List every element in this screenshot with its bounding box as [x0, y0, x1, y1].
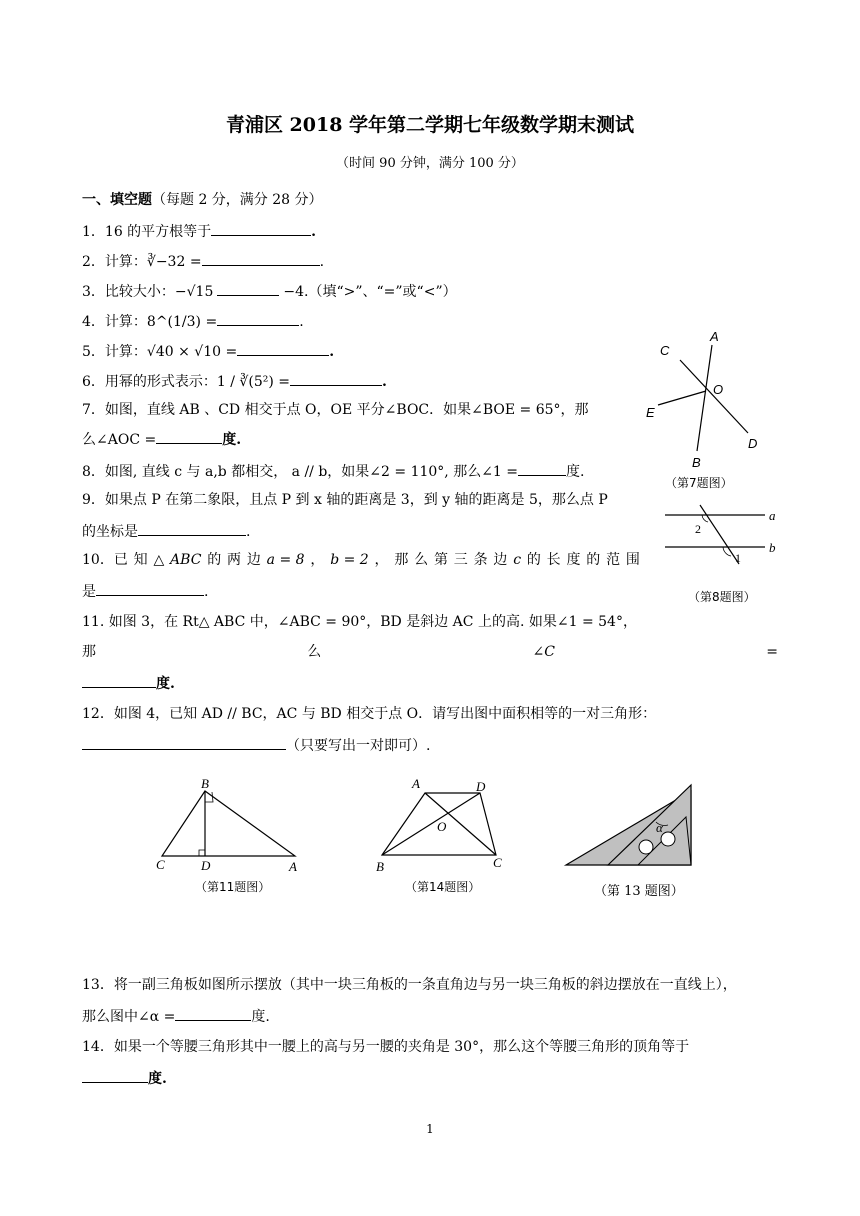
answer-blank-13[interactable] [175, 1005, 251, 1021]
question-8 [82, 460, 584, 482]
label-o: O [437, 819, 447, 834]
label-a: A [289, 859, 297, 874]
q10-token: ， [374, 552, 389, 568]
label-d: D [748, 436, 758, 451]
question-9-end: . [246, 524, 251, 540]
question-14-line-1: 14．如果一个等腰三角形其中一腰上的高与另一腰的夹角是 30°，那么这个等腰三角形的顶角等于 [82, 1039, 690, 1055]
figure-13-caption: （第 13 题图） [594, 884, 684, 899]
label-line-a: a [769, 508, 776, 523]
question-13-text: 那么图中∠α = [82, 1009, 176, 1025]
label-d: D [201, 858, 211, 873]
question-1 [82, 220, 316, 242]
q10-token: c [513, 552, 522, 568]
figure-8 [655, 500, 795, 610]
question-2-text: 2．计算：∛−32 = [82, 254, 202, 270]
question-10-line-1 [82, 550, 640, 570]
q11-token: 那 [82, 644, 96, 660]
figure-11 [150, 775, 310, 900]
figure-7 [640, 325, 780, 495]
question-9-line-2 [82, 520, 250, 542]
answer-blank-2[interactable] [202, 250, 320, 266]
question-11-line-2 [82, 642, 778, 662]
hole-right [661, 832, 675, 846]
exam-info: （时间 90 分钟，满分 100 分） [336, 156, 524, 171]
question-7-line-1: 7．如图，直线 AB 、CD 相交于点 O，OE 平分∠BOC．如果∠BOE = 65°，那 [82, 402, 589, 418]
q10-token: 长 [546, 552, 561, 568]
label-line-b: b [769, 540, 776, 555]
answer-blank-3[interactable] [217, 280, 279, 296]
question-2-end: . [319, 254, 325, 270]
q10-token: 边 [493, 552, 508, 568]
label-angle-2: 2 [695, 522, 701, 536]
question-12-line-2 [82, 734, 430, 756]
q10-token: 条 [473, 552, 488, 568]
answer-blank-11[interactable] [82, 672, 156, 688]
question-11-line-1: 11. 如图 3，在 Rt△ ABC 中，∠ABC = 90°，BD 是斜边 AC 上的高. 如果∠1 = 54°， [82, 614, 637, 630]
q10-token: △ [153, 552, 165, 568]
answer-blank-9[interactable] [138, 520, 246, 536]
label-b: B [692, 455, 701, 470]
question-13-line-2 [82, 1005, 270, 1027]
q10-token: 边 [246, 552, 261, 568]
label-c: C [493, 855, 502, 870]
question-13-end: 度. [251, 1009, 270, 1025]
q10-token: 的 [586, 552, 601, 568]
question-5-end: . [329, 344, 335, 360]
label-alpha: α [656, 820, 663, 835]
question-10-text: 是 [82, 584, 96, 600]
figure-13 [560, 775, 710, 905]
label-angle-1: 1 [735, 551, 741, 565]
label-a: A [412, 776, 420, 791]
triangle-abc [162, 791, 295, 856]
q11-token: 么 [307, 644, 322, 660]
question-10-end: . [204, 584, 209, 600]
question-12-line-1: 12．如图 4，已知 AD // BC，AC 与 BD 相交于点 O．请写出图中面积相等的一对三角形： [82, 706, 657, 722]
label-b: B [201, 776, 209, 791]
question-9-line-1: 9．如果点 P 在第二象限，且点 P 到 x 轴的距离是 3，到 y 轴的距离是 5，那么点 P [82, 492, 608, 508]
question-1-text: 1．16 的平方根等于 [82, 224, 212, 240]
question-12-tail: （只要写出一对即可）. [286, 738, 431, 754]
question-9-text: 的坐标是 [82, 524, 138, 540]
label-e: E [646, 405, 655, 420]
q11-token: = [766, 644, 778, 660]
question-7-text: 么∠AOC = [82, 432, 157, 448]
answer-blank-1[interactable] [211, 220, 311, 236]
right-angle-d [199, 850, 205, 856]
q10-token: b = 2 [330, 552, 369, 568]
hole-left [639, 840, 653, 854]
q10-token: 10．已 [82, 552, 128, 568]
section-title: 一、填空题 [82, 192, 152, 208]
question-7-end: 度. [222, 432, 242, 448]
diagonal-ac [425, 793, 496, 855]
question-2 [82, 250, 324, 272]
question-13-line-1: 13．将一副三角板如图所示摆放（其中一块三角板的一条直角边与另一块三角板的斜边摆放在一直线上）， [82, 977, 737, 993]
question-4-text: 4．计算：8^(1/3) = [82, 314, 218, 330]
question-3-tail: −4.（填“>”、“=”或“<”） [283, 284, 457, 300]
label-d: D [476, 779, 486, 794]
figure-14 [370, 775, 520, 900]
q10-token: 围 [625, 552, 640, 568]
q10-token: 的 [526, 552, 541, 568]
section-heading [82, 190, 323, 210]
label-c: C [156, 857, 165, 872]
q10-token: 范 [606, 552, 621, 568]
answer-blank-5[interactable] [237, 340, 329, 356]
figure-8-caption: （第8题图） [688, 590, 756, 604]
label-a: A [710, 329, 719, 344]
q10-token: 两 [227, 552, 242, 568]
question-8-end: 度. [566, 464, 585, 480]
question-4 [82, 310, 304, 332]
question-7-line-2 [82, 428, 241, 450]
q10-token: ， [310, 552, 325, 568]
q10-token: 么 [414, 552, 429, 568]
answer-blank-4[interactable] [217, 310, 299, 326]
question-3-text: 3．比较大小：−√15 [82, 284, 214, 300]
label-c: C [660, 343, 670, 358]
q10-token: 那 [394, 552, 409, 568]
question-8-text: 8．如图, 直线 c 与 a,b 都相交， a // b，如果∠2 = 110°, 那么∠1 = [82, 464, 519, 480]
q10-token: 度 [566, 552, 581, 568]
question-11-line-3 [82, 672, 175, 694]
figure-14-caption: （第14题图） [405, 880, 481, 894]
page-number: 1 [426, 1122, 434, 1136]
answer-blank-10[interactable] [96, 580, 204, 596]
q10-token: 第 [433, 552, 448, 568]
page-title: 青浦区 2018 学年第二学期七年级数学期末测试 [225, 114, 635, 136]
q10-token: 的 [207, 552, 222, 568]
question-6 [82, 370, 387, 392]
question-3 [82, 280, 457, 302]
answer-blank-14[interactable] [82, 1067, 148, 1083]
q10-token: 三 [453, 552, 468, 568]
question-14-end: 度. [148, 1071, 167, 1087]
question-11-end: 度. [156, 676, 175, 692]
answer-blank-8[interactable] [518, 460, 566, 476]
answer-blank-12[interactable] [82, 734, 286, 750]
figure-7-caption: （第7题图） [665, 476, 733, 490]
question-5-text: 5．计算：√40 × √10 = [82, 344, 238, 360]
figure-11-caption: （第11题图） [195, 880, 271, 894]
section-note: （每题 2 分，满分 28 分） [152, 192, 323, 208]
question-5 [82, 340, 334, 362]
question-4-end: . [299, 314, 304, 330]
diagonal-bd [382, 793, 480, 855]
answer-blank-6[interactable] [290, 370, 382, 386]
answer-blank-7[interactable] [156, 428, 222, 444]
question-10-line-2 [82, 580, 208, 602]
question-1-end: . [311, 224, 317, 240]
angle-1-arc [723, 547, 731, 556]
label-b: B [376, 859, 384, 874]
question-6-text: 6．用幂的形式表示：1 / ∛(5²) = [82, 374, 290, 390]
q10-token: a = 8 [266, 552, 305, 568]
q11-token: ∠C [532, 644, 555, 660]
question-14-line-2 [82, 1067, 167, 1089]
line-ab [697, 345, 712, 451]
q10-token: 知 [133, 552, 148, 568]
ray-oe [658, 391, 706, 405]
line-c [700, 505, 739, 564]
label-o: O [713, 382, 724, 397]
q10-token: ABC [170, 552, 202, 568]
question-6-end: . [381, 374, 387, 390]
